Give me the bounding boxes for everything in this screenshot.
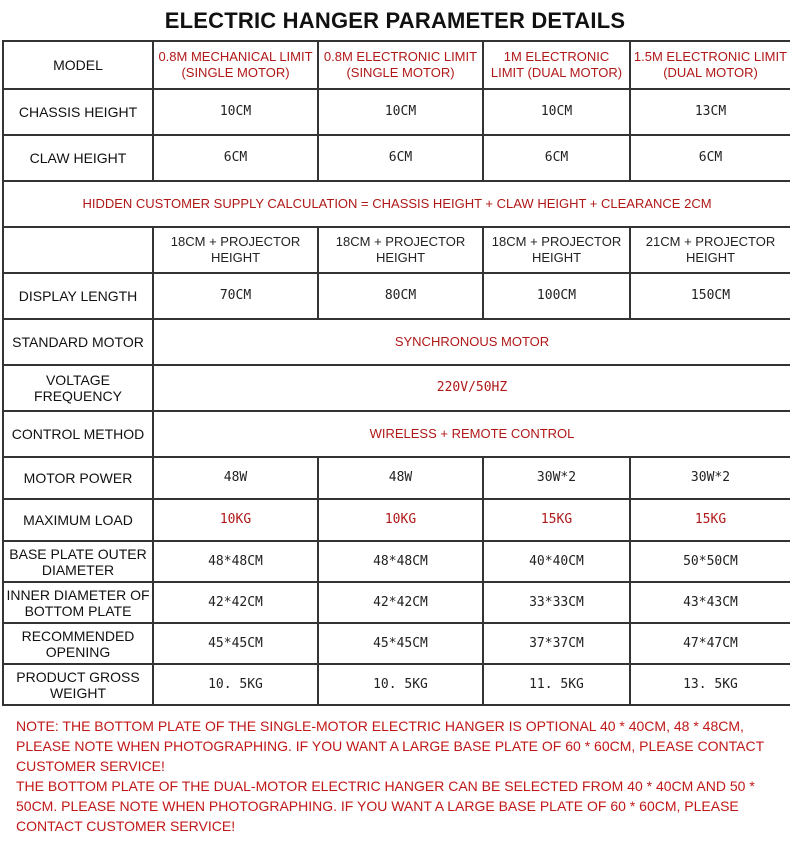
standard-motor-value: SYNCHRONOUS MOTOR — [153, 319, 790, 365]
row-label-display-length: DISPLAY LENGTH — [3, 273, 153, 319]
table-cell: 48*48CM — [153, 541, 318, 582]
table-cell: 6CM — [153, 135, 318, 181]
table-row-model — [3, 41, 790, 89]
model-header-3: 1M ELECTRONIC LIMIT (DUAL MOTOR) — [483, 41, 630, 89]
row-label-maximum-load: MAXIMUM LOAD — [3, 499, 153, 541]
table-row-base-plate-outer — [3, 541, 790, 582]
row-label-chassis-height: CHASSIS HEIGHT — [3, 89, 153, 135]
table-row-supply — [3, 227, 790, 273]
table-cell: 80CM — [318, 273, 483, 319]
table-cell: 42*42CM — [318, 582, 483, 623]
table-cell: 42*42CM — [153, 582, 318, 623]
table-cell: 18CM + PROJECTOR HEIGHT — [318, 227, 483, 273]
table-cell: 6CM — [483, 135, 630, 181]
table-cell: 6CM — [318, 135, 483, 181]
table-cell: 30W*2 — [630, 457, 790, 499]
table-cell: 47*47CM — [630, 623, 790, 664]
table-row-gross-weight — [3, 664, 790, 705]
row-label-model: MODEL — [3, 41, 153, 89]
table-cell: 33*33CM — [483, 582, 630, 623]
table-row-claw-height — [3, 135, 790, 181]
table-row-maximum-load — [3, 499, 790, 541]
table-cell: 40*40CM — [483, 541, 630, 582]
table-cell: 45*45CM — [318, 623, 483, 664]
table-row-voltage-frequency — [3, 365, 790, 411]
table-cell: 15KG — [483, 499, 630, 541]
model-header-1: 0.8M MECHANICAL LIMIT (SINGLE MOTOR) — [153, 41, 318, 89]
table-cell: 10KG — [153, 499, 318, 541]
table-row-hidden-formula — [3, 181, 790, 227]
model-header-2: 0.8M ELECTRONIC LIMIT (SINGLE MOTOR) — [318, 41, 483, 89]
table-row-inner-diameter — [3, 582, 790, 623]
table-cell: 10. 5KG — [318, 664, 483, 705]
table-cell: 10. 5KG — [153, 664, 318, 705]
table-row-recommended-opening — [3, 623, 790, 664]
table-cell: 45*45CM — [153, 623, 318, 664]
table-row-chassis-height — [3, 89, 790, 135]
note-block — [16, 716, 780, 836]
table-cell: 100CM — [483, 273, 630, 319]
row-label-motor-power: MOTOR POWER — [3, 457, 153, 499]
hidden-supply-formula: HIDDEN CUSTOMER SUPPLY CALCULATION = CHASSIS HEIGHT + CLAW HEIGHT + CLEARANCE 2CM — [3, 181, 790, 227]
voltage-frequency-value: 220V/50HZ — [153, 365, 790, 411]
parameter-table — [2, 40, 790, 706]
row-label-control-method: CONTROL METHOD — [3, 411, 153, 457]
row-label-inner-diameter: INNER DIAMETER OF BOTTOM PLATE — [3, 582, 153, 623]
table-cell: 21CM + PROJECTOR HEIGHT — [630, 227, 790, 273]
table-cell: 10KG — [318, 499, 483, 541]
row-label-base-plate-outer: BASE PLATE OUTER DIAMETER — [3, 541, 153, 582]
note-dual-motor: THE BOTTOM PLATE OF THE DUAL-MOTOR ELECTRIC HANGER CAN BE SELECTED FROM 40 * 40CM AND 50 * 50CM. PLEASE NOTE WHEN PHOTOGRAPHING. IF YOU WANT A LARGE BASE PLATE OF 60 * 60CM, PLEASE CONTACT CUSTOMER SERVICE! — [16, 778, 755, 834]
row-label-gross-weight: PRODUCT GROSS WEIGHT — [3, 664, 153, 705]
row-label-empty — [3, 227, 153, 273]
table-cell: 43*43CM — [630, 582, 790, 623]
table-row-motor-power — [3, 457, 790, 499]
table-cell: 10CM — [483, 89, 630, 135]
row-label-voltage-frequency: VOLTAGE FREQUENCY — [3, 365, 153, 411]
table-cell: 48W — [318, 457, 483, 499]
control-method-value: WIRELESS + REMOTE CONTROL — [153, 411, 790, 457]
table-cell: 18CM + PROJECTOR HEIGHT — [153, 227, 318, 273]
table-cell: 13. 5KG — [630, 664, 790, 705]
model-header-4: 1.5M ELECTRONIC LIMIT (DUAL MOTOR) — [630, 41, 790, 89]
table-cell: 50*50CM — [630, 541, 790, 582]
table-cell: 10CM — [153, 89, 318, 135]
table-row-standard-motor — [3, 319, 790, 365]
row-label-claw-height: CLAW HEIGHT — [3, 135, 153, 181]
table-cell: 18CM + PROJECTOR HEIGHT — [483, 227, 630, 273]
table-row-control-method — [3, 411, 790, 457]
table-cell: 10CM — [318, 89, 483, 135]
table-cell: 13CM — [630, 89, 790, 135]
table-cell: 15KG — [630, 499, 790, 541]
table-cell: 70CM — [153, 273, 318, 319]
table-cell: 6CM — [630, 135, 790, 181]
note-single-motor: NOTE: THE BOTTOM PLATE OF THE SINGLE-MOTOR ELECTRIC HANGER IS OPTIONAL 40 * 40CM, 48 * 48CM, PLEASE NOTE WHEN PHOTOGRAPHING. IF YOU WANT A LARGE BASE PLATE OF 60 * 60CM, PLEASE CONTACT CUSTOMER SERVICE! — [16, 718, 764, 774]
table-cell: 48W — [153, 457, 318, 499]
table-row-display-length — [3, 273, 790, 319]
table-cell: 150CM — [630, 273, 790, 319]
table-cell: 30W*2 — [483, 457, 630, 499]
row-label-recommended-opening: RECOMMENDED OPENING — [3, 623, 153, 664]
table-cell: 37*37CM — [483, 623, 630, 664]
table-cell: 11. 5KG — [483, 664, 630, 705]
row-label-standard-motor: STANDARD MOTOR — [3, 319, 153, 365]
table-cell: 48*48CM — [318, 541, 483, 582]
page-title: ELECTRIC HANGER PARAMETER DETAILS — [164, 8, 626, 33]
